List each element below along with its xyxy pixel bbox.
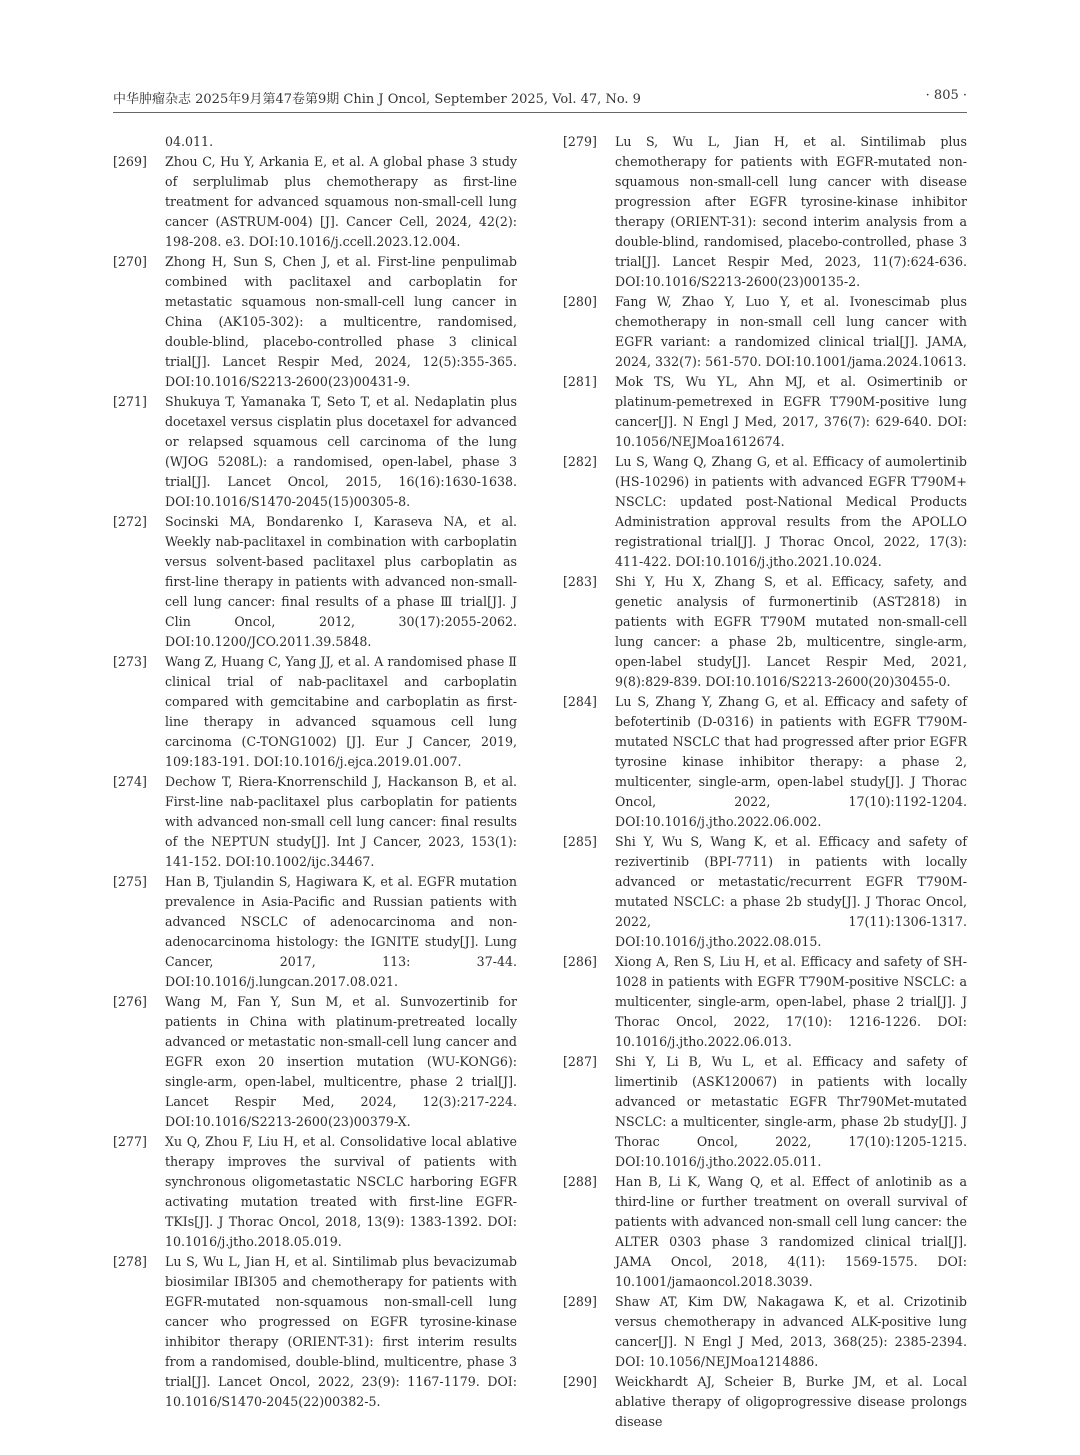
reference-number: [285] <box>563 834 597 849</box>
reference-text: Dechow T, Riera-Knorrenschild J, Hackanson B, et al. First-line nab-paclitaxel plus carboplatin for patients with advanced non-small cell lung cancer: final results of the NEPTUN study[J]. Int J Cancer, 2023, 153(1): 141-152. DOI:10.1002/ijc.34467. <box>165 774 517 869</box>
reference-list-right <box>563 132 967 1432</box>
reference-number: [280] <box>563 294 597 309</box>
reference-number: [273] <box>113 654 147 669</box>
reference-entry <box>563 1172 967 1292</box>
reference-number: [282] <box>563 454 597 469</box>
reference-number: [287] <box>563 1054 597 1069</box>
reference-number: [269] <box>113 154 147 169</box>
reference-entry <box>113 512 517 652</box>
reference-entry <box>113 992 517 1132</box>
reference-entry <box>563 372 967 452</box>
reference-entry <box>563 1052 967 1172</box>
running-header <box>113 88 967 108</box>
reference-number: [277] <box>113 1134 147 1149</box>
reference-text: Weickhardt AJ, Scheier B, Burke JM, et al. Local ablative therapy of oligoprogressive disease prolongs disease <box>615 1374 967 1429</box>
reference-number: [283] <box>563 574 597 589</box>
reference-entry <box>563 292 967 372</box>
reference-text: Han B, Li K, Wang Q, et al. Effect of anlotinib as a third-line or further treatment on overall survival of patients with advanced non-small cell lung cancer: the ALTER 0303 phase 3 randomized clinical trial[J]. JAMA Oncol, 2018, 4(11): 1569-1575. DOI: 10.1001/jamaoncol.2018.3039. <box>615 1174 967 1289</box>
reference-entry <box>113 252 517 392</box>
reference-column-right <box>563 132 967 1432</box>
reference-entry <box>113 392 517 512</box>
reference-text: Lu S, Wu L, Jian H, et al. Sintilimab plus bevacizumab biosimilar IBI305 and chemotherapy for patients with EGFR-mutated non-squamous non-small-cell lung cancer who progressed on EGFR tyrosine-kinase inhibitor therapy (ORIENT-31): first interim results from a randomised, double-blind, multicentre, phase 3 trial[J]. Lancet Oncol, 2022, 23(9): 1167-1179. DOI: 10.1016/S1470-2045(22)00382-5. <box>165 1254 517 1409</box>
reference-continuation: 04.011. <box>165 134 214 149</box>
reference-number: [276] <box>113 994 147 1009</box>
reference-text: Wang Z, Huang C, Yang JJ, et al. A randomised phase Ⅱ clinical trial of nab-paclitaxel and carboplatin compared with gemcitabine and carboplatin as first-line therapy in advanced squamous cell lung carcinoma (C-TONG1002) [J]. Eur J Cancer, 2019, 109:183-191. DOI:10.1016/j.ejca.2019.01.007. <box>165 654 517 769</box>
reference-number: [272] <box>113 514 147 529</box>
reference-entry <box>113 872 517 992</box>
reference-entry <box>113 652 517 772</box>
reference-text: Han B, Tjulandin S, Hagiwara K, et al. EGFR mutation prevalence in Asia-Pacific and Russian patients with advanced NSCLC of adenocarcinoma and non-adenocarcinoma histology: the IGNITE study[J]. Lung Cancer, 2017, 113: 37-44. DOI:10.1016/j.lungcan.2017.08.021. <box>165 874 517 989</box>
reference-number: [279] <box>563 134 597 149</box>
header-rule <box>113 112 967 113</box>
reference-text: Mok TS, Wu YL, Ahn MJ, et al. Osimertinib or platinum-pemetrexed in EGFR T790M-positive lung cancer[J]. N Engl J Med, 2017, 376(7): 629-640. DOI: 10.1056/NEJMoa1612674. <box>615 374 967 449</box>
reference-number: [270] <box>113 254 147 269</box>
reference-number: [275] <box>113 874 147 889</box>
reference-entry <box>113 152 517 252</box>
reference-text: Zhong H, Sun S, Chen J, et al. First-line penpulimab combined with paclitaxel and carboplatin for metastatic squamous non-small-cell lung cancer in China (AK105-302): a multicentre, randomised, double-blind, placebo-controlled phase 3 clinical trial[J]. Lancet Respir Med, 2024, 12(5):355-365. DOI:10.1016/S2213-2600(23)00431-9. <box>165 254 517 389</box>
reference-text: Shi Y, Wu S, Wang K, et al. Efficacy and safety of rezivertinib (BPI-7711) in patients with locally advanced or metastatic/recurrent EGFR T790M-mutated NSCLC: a phase 2b study[J]. J Thorac Oncol, 2022, 17(11):1306-1317. DOI:10.1016/j.jtho.2022.08.015. <box>615 834 967 949</box>
reference-number: [284] <box>563 694 597 709</box>
reference-number: [289] <box>563 1294 597 1309</box>
reference-entry <box>563 1292 967 1372</box>
reference-list-left <box>113 152 517 1412</box>
reference-text: Xiong A, Ren S, Liu H, et al. Efficacy and safety of SH-1028 in patients with EGFR T790M-positive NSCLC: a multicenter, single-arm, open-label, phase 2 trial[J]. J Thorac Oncol, 2022, 17(10): 1216-1226. DOI: 10.1016/j.jtho.2022.06.013. <box>615 954 967 1049</box>
reference-number: [278] <box>113 1254 147 1269</box>
reference-text: Fang W, Zhao Y, Luo Y, et al. Ivonescimab plus chemotherapy in non-small cell lung cancer with EGFR variant: a randomized clinical trial[J]. JAMA, 2024, 332(7): 561-570. DOI:10.1001/jama.2024.10613. <box>615 294 967 369</box>
journal-citation: 中华肿瘤杂志 2025年9月第47卷第9期 Chin J Oncol, September 2025, Vol. 47, No. 9 <box>113 92 641 107</box>
reference-number: [290] <box>563 1374 597 1389</box>
reference-number: [274] <box>113 774 147 789</box>
reference-text: Xu Q, Zhou F, Liu H, et al. Consolidative local ablative therapy improves the survival of patients with synchronous oligometastatic NSCLC harboring EGFR activating mutation treated with first-line EGFR-TKIs[J]. J Thorac Oncol, 2018, 13(9): 1383-1392. DOI: 10.1016/j.jtho.2018.05.019. <box>165 1134 517 1249</box>
reference-text: Shi Y, Hu X, Zhang S, et al. Efficacy, safety, and genetic analysis of furmonertinib (AST2818) in patients with EGFR T790M mutated non-small-cell lung cancer: a phase 2b, multicentre, single-arm, open-label study[J]. Lancet Respir Med, 2021, 9(8):829-839. DOI:10.1016/S2213-2600(20)30455-0. <box>615 574 967 689</box>
reference-text: Lu S, Zhang Y, Zhang G, et al. Efficacy and safety of befotertinib (D-0316) in patients with EGFR T790M-mutated NSCLC that had progressed after prior EGFR tyrosine kinase inhibitor therapy: a phase 2, multicenter, single-arm, open-label study[J]. J Thorac Oncol, 2022, 17(10):1192-1204. DOI:10.1016/j.jtho.2022.06.002. <box>615 694 967 829</box>
reference-entry <box>563 572 967 692</box>
reference-number: [271] <box>113 394 147 409</box>
reference-text: Zhou C, Hu Y, Arkania E, et al. A global phase 3 study of serplulimab plus chemotherapy as first-line treatment for advanced squamous non-small-cell lung cancer (ASTRUM-004) [J]. Cancer Cell, 2024, 42(2): 198-208. e3. DOI:10.1016/j.ccell.2023.12.004. <box>165 154 517 249</box>
reference-number: [281] <box>563 374 597 389</box>
reference-entry <box>113 772 517 872</box>
reference-entry <box>563 832 967 952</box>
reference-text: Wang M, Fan Y, Sun M, et al. Sunvozertinib for patients in China with platinum-pretreated locally advanced or metastatic non-small-cell lung cancer and EGFR exon 20 insertion mutation (WU-KONG6): single-arm, open-label, multicentre, phase 2 trial[J]. Lancet Respir Med, 2024, 12(3):217-224. DOI:10.1016/S2213-2600(23)00379-X. <box>165 994 517 1129</box>
reference-entry <box>563 452 967 572</box>
reference-text: Lu S, Wu L, Jian H, et al. Sintilimab plus chemotherapy for patients with EGFR-mutated non-squamous non-small-cell lung cancer with disease progression after EGFR tyrosine-kinase inhibitor therapy (ORIENT-31): second interim analysis from a double-blind, randomised, placebo-controlled, phase 3 trial[J]. Lancet Respir Med, 2023, 11(7):624-636. DOI:10.1016/S2213-2600(23)00135-2. <box>615 134 967 289</box>
reference-number: [286] <box>563 954 597 969</box>
reference-number: [288] <box>563 1174 597 1189</box>
reference-entry <box>563 952 967 1052</box>
reference-text: Shukuya T, Yamanaka T, Seto T, et al. Nedaplatin plus docetaxel versus cisplatin plus docetaxel for advanced or relapsed squamous cell carcinoma of the lung (WJOG 5208L): a randomised, open-label, phase 3 trial[J]. Lancet Oncol, 2015, 16(16):1630-1638. DOI:10.1016/S1470-2045(15)00305-8. <box>165 394 517 509</box>
reference-text: Socinski MA, Bondarenko I, Karaseva NA, et al. Weekly nab-paclitaxel in combination with carboplatin versus solvent-based paclitaxel plus carboplatin as first-line therapy in patients with advanced non-small-cell lung cancer: final results of a phase Ⅲ trial[J]. J Clin Oncol, 2012, 30(17):2055-2062. DOI:10.1200/JCO.2011.39.5848. <box>165 514 517 649</box>
reference-entry <box>563 692 967 832</box>
reference-entry <box>113 1252 517 1412</box>
reference-text: Shaw AT, Kim DW, Nakagawa K, et al. Crizotinib versus chemotherapy in advanced ALK-positive lung cancer[J]. N Engl J Med, 2013, 368(25): 2385-2394. DOI: 10.1056/NEJMoa1214886. <box>615 1294 967 1369</box>
reference-entry <box>113 1132 517 1252</box>
reference-entry <box>563 132 967 292</box>
reference-column-left <box>113 132 517 1412</box>
reference-text: Lu S, Wang Q, Zhang G, et al. Efficacy of aumolertinib (HS-10296) in patients with advanced EGFR T790M+ NSCLC: updated post-National Medical Products Administration approval results from the APOLLO registrational trial[J]. J Thorac Oncol, 2022, 17(3): 411-422. DOI:10.1016/j.jtho.2021.10.024. <box>615 454 967 569</box>
reference-entry <box>563 1372 967 1432</box>
reference-text: Shi Y, Li B, Wu L, et al. Efficacy and safety of limertinib (ASK120067) in patients with locally advanced or metastatic EGFR Thr790Met-mutated NSCLC: a multicenter, single-arm, phase 2b study[J]. J Thorac Oncol, 2022, 17(10):1205-1215. DOI:10.1016/j.jtho.2022.05.011. <box>615 1054 967 1169</box>
page-number: · 805 · <box>925 88 967 103</box>
